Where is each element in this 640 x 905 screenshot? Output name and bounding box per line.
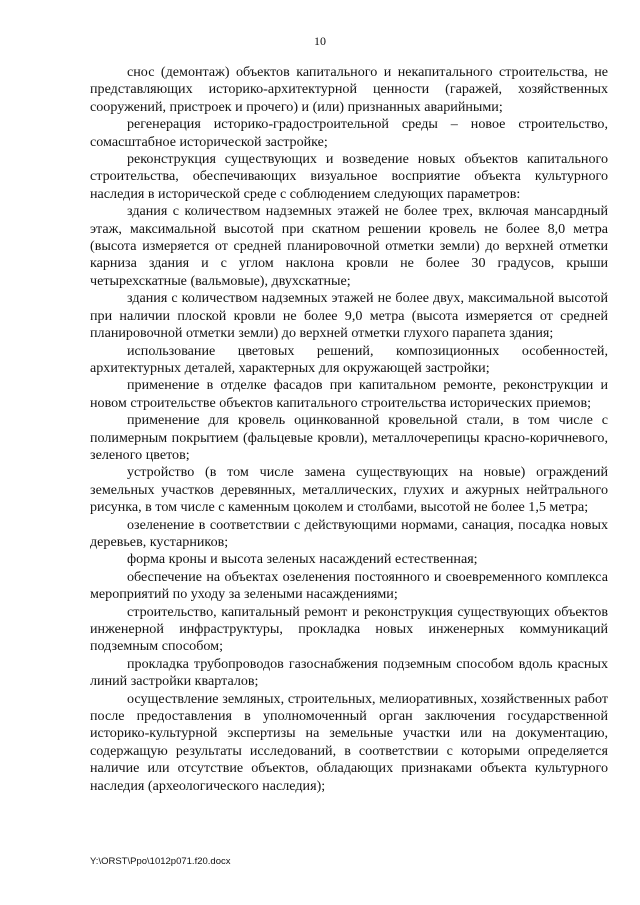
paragraph-roofing: применение для кровель оцинкованной кровельной стали, в том числе с полимерным покрытием (фальцевые кровли), металлочерепицы красно-коричневого, зеленого цветов; bbox=[90, 412, 608, 463]
file-path-footer: Y:\ORST\Ppo\1012p071.f20.docx bbox=[90, 856, 231, 867]
paragraph-demolition: снос (демонтаж) объектов капитального и некапитального строительства, не представляющих историко-архитектурной ценности (гаражей, хозяйственных сооружений, пристроек и прочего) и (или) признанных аварийными; bbox=[90, 64, 608, 115]
paragraph-gas-pipelines: прокладка трубопроводов газоснабжения подземным способом вдоль красных линий застройки кварталов; bbox=[90, 655, 608, 690]
paragraph-facade-finishing: применение в отделке фасадов при капитальном ремонте, реконструкции и новом строительстве объектов капитального строительства исторических приемов; bbox=[90, 377, 608, 411]
paragraph-three-storey-buildings: здания с количеством надземных этажей не более трех, включая мансардный этаж, максимальной высотой при скатном решении кровель не более 8,0 метра (высота измеряется от средней планировочной отметки земли) до верхней отметки карниза здания и с углом наклона кровли не более 30 градусов, крыши четырехскатные (вальмовые), двухскатные; bbox=[90, 203, 608, 289]
paragraph-two-storey-buildings: здания с количеством надземных этажей не более двух, максимальной высотой при наличии плоской кровли не более 9,0 метра (высота измеряется от средней планировочной отметки земли) до верхней отметки глухого парапета здания; bbox=[90, 290, 608, 342]
paragraph-reconstruction: реконструкция существующих и возведение новых объектов капитального строительства, обеспечивающих визуальное восприятие объекта культурного наследия в исторической среде с соблюдением следующих параметров: bbox=[90, 151, 608, 202]
paragraph-engineering-infrastructure: строительство, капитальный ремонт и реконструкция существующих объектов инженерной инфраструктуры, прокладка новых инженерных коммуникаций подземным способом; bbox=[90, 603, 608, 655]
paragraph-greenery-care: обеспечение на объектах озеленения постоянного и своевременного комплекса мероприятий по уходу за зелеными насаждениями; bbox=[90, 568, 608, 603]
paragraph-landscaping: озеленение в соответствии с действующими нормами, санация, посадка новых деревьев, кустарников; bbox=[90, 516, 608, 550]
document-body bbox=[90, 64, 608, 795]
paragraph-fences: устройство (в том числе замена существующих на новые) ограждений земельных участков деревянных, металлических, глухих и ажурных нейтрального рисунка, в том числе с каменным цоколем и столбами, высотой не более 1,5 метра; bbox=[90, 464, 608, 516]
paragraph-earthworks: осуществление земляных, строительных, мелиоративных, хозяйственных работ после предоставления в уполномоченный орган заключения государственной историко-культурной экспертизы на земельные участки или на документацию, содержащую результаты исследований, в соответствии с которыми определяется наличие или отсутствие объектов, обладающих признаками объекта культурного наследия (археологического наследия); bbox=[90, 690, 608, 794]
paragraph-crown-form: форма кроны и высота зеленых насаждений естественная; bbox=[127, 551, 478, 568]
paragraph-regeneration: регенерация историко-градостроительной среды – новое строительство, сомасштабное исторической застройке; bbox=[90, 116, 608, 150]
paragraph-color-solutions: использование цветовых решений, композиционных особенностей, архитектурных деталей, характерных для окружающей застройки; bbox=[90, 342, 608, 376]
page-number: 10 bbox=[314, 34, 326, 48]
